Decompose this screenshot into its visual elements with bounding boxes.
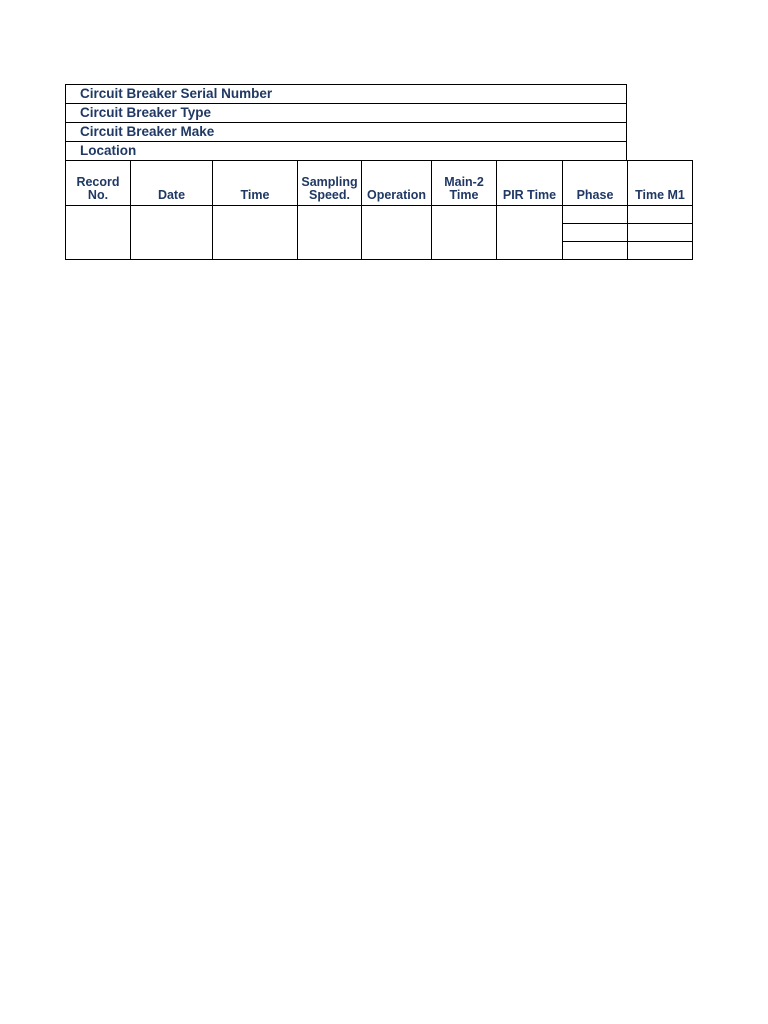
pir-time-label: PIR Time: [502, 188, 557, 202]
breaker-info-table: [65, 84, 627, 161]
time-m1-cell[interactable]: [628, 206, 693, 224]
info-row-make: [66, 123, 627, 142]
data-row: [66, 206, 693, 224]
pir-time-cell[interactable]: [497, 206, 563, 260]
info-row-serial-number: [66, 85, 627, 104]
column-header-time: [213, 161, 298, 206]
breaker-make-label: Circuit Breaker Make: [66, 123, 627, 142]
record-no-line2: No.: [87, 188, 109, 202]
phase-cell[interactable]: [563, 242, 628, 260]
operation-label: Operation: [366, 188, 427, 202]
time-m1-label: Time M1: [635, 188, 685, 202]
serial-number-label: Circuit Breaker Serial Number: [66, 85, 627, 104]
info-row-location: [66, 142, 627, 161]
main2-time-line1: Main-2: [444, 175, 484, 189]
column-header-date: [131, 161, 213, 206]
timing-record-table: [65, 160, 693, 260]
header-row: [66, 161, 693, 206]
date-label: Date: [157, 188, 186, 202]
main2-time-line2: Time: [449, 188, 479, 202]
record-no-line1: Record: [76, 175, 120, 189]
time-label: Time: [240, 188, 270, 202]
phase-cell[interactable]: [563, 206, 628, 224]
column-header-main2-time: [432, 161, 497, 206]
main2-time-cell[interactable]: [432, 206, 497, 260]
column-header-sampling-speed: [298, 161, 362, 206]
operation-cell[interactable]: [362, 206, 432, 260]
sampling-speed-line1: Sampling: [301, 175, 358, 189]
info-row-type: [66, 104, 627, 123]
sampling-speed-line2: Speed.: [309, 188, 350, 202]
time-m1-cell[interactable]: [628, 224, 693, 242]
breaker-type-label: Circuit Breaker Type: [66, 104, 627, 123]
column-header-record-no: [66, 161, 131, 206]
location-label: Location: [66, 142, 627, 161]
column-header-operation: [362, 161, 432, 206]
time-cell[interactable]: [213, 206, 298, 260]
column-header-phase: [563, 161, 628, 206]
phase-cell[interactable]: [563, 224, 628, 242]
phase-label: Phase: [576, 188, 614, 202]
column-header-pir-time: [497, 161, 563, 206]
column-header-time-m1: [628, 161, 693, 206]
date-cell[interactable]: [131, 206, 213, 260]
sampling-speed-cell[interactable]: [298, 206, 362, 260]
record-no-cell[interactable]: [66, 206, 131, 260]
time-m1-cell[interactable]: [628, 242, 693, 260]
